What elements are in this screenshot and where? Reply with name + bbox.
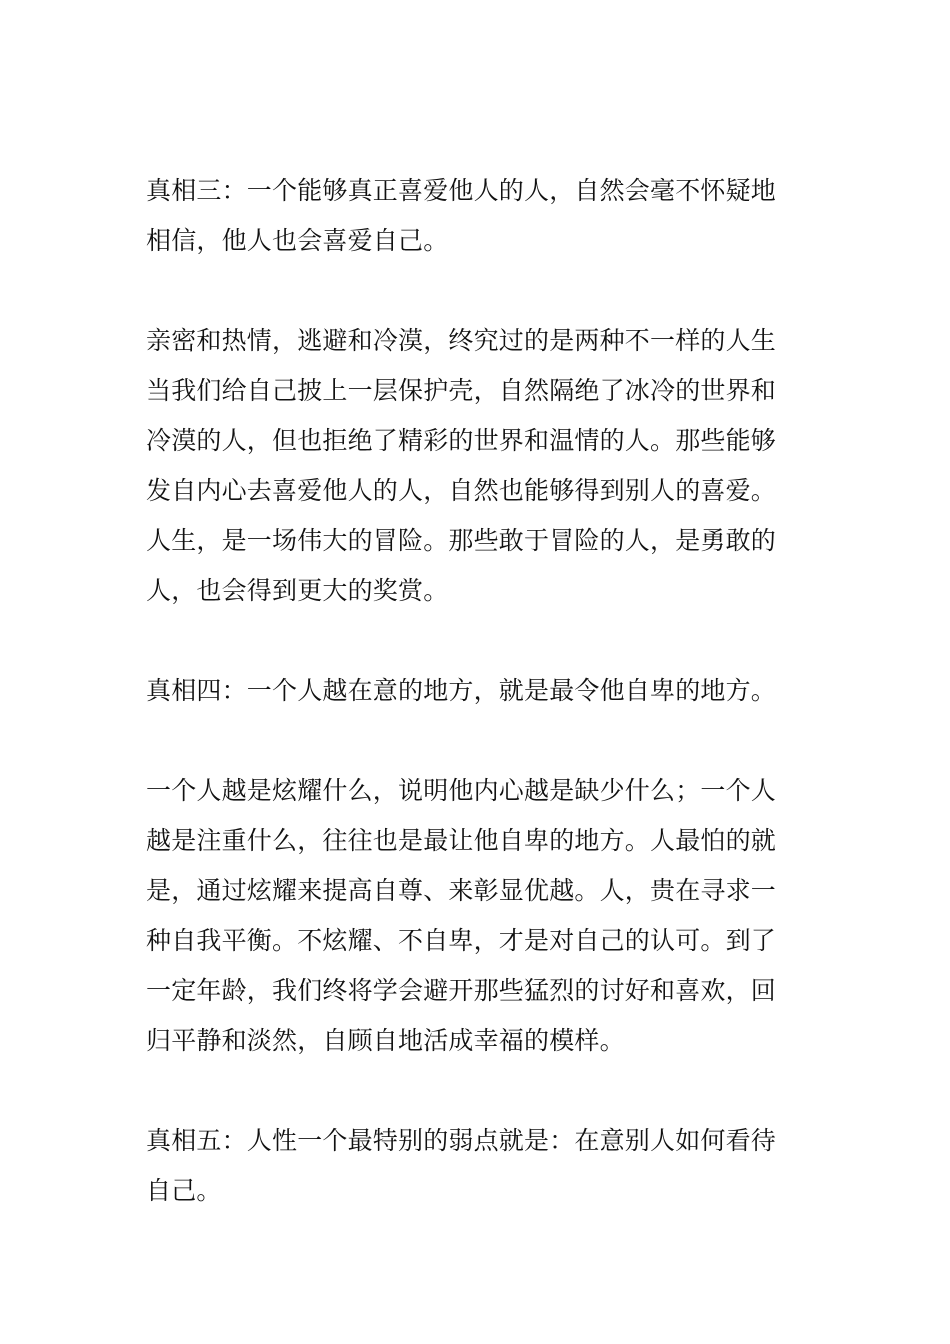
text-line: 自己。	[146, 1176, 222, 1205]
text-line: 真相三：一个能够真正喜爱他人的人，自然会毫不怀疑地	[146, 176, 777, 205]
text-line: 亲密和热情，逃避和冷漠，终究过的是两种不一样的人生	[146, 326, 777, 355]
text-line: 归平静和淡然，自顾自地活成幸福的模样。	[146, 1026, 625, 1055]
text-line: 当我们给自己披上一层保护壳，自然隔绝了冰冷的世界和	[146, 376, 777, 405]
text-line: 一定年龄，我们终将学会避开那些猛烈的讨好和喜欢，回	[146, 976, 777, 1005]
paragraph-truth-five-heading	[146, 1116, 808, 1216]
text-line: 人，也会得到更大的奖赏。	[146, 576, 449, 605]
paragraph-intimacy-body	[146, 316, 808, 616]
paragraph-showing-off-body	[146, 766, 808, 1066]
text-line: 发自内心去喜爱他人的人，自然也能够得到别人的喜爱。	[146, 476, 777, 505]
text-line: 冷漠的人，但也拒绝了精彩的世界和温情的人。那些能够	[146, 426, 777, 455]
text-line: 真相四：一个人越在意的地方，就是最令他自卑的地方。	[146, 676, 777, 705]
text-line: 真相五：人性一个最特别的弱点就是：在意别人如何看待	[146, 1126, 777, 1155]
text-line: 是，通过炫耀来提高自尊、来彰显优越。人，贵在寻求一	[146, 876, 777, 905]
paragraph-truth-three-heading	[146, 166, 808, 266]
text-line: 一个人越是炫耀什么，说明他内心越是缺少什么；一个人	[146, 776, 777, 805]
text-line: 越是注重什么，往往也是最让他自卑的地方。人最怕的就	[146, 826, 777, 855]
text-line: 人生，是一场伟大的冒险。那些敢于冒险的人，是勇敢的	[146, 526, 777, 555]
text-line: 种自我平衡。不炫耀、不自卑，才是对自己的认可。到了	[146, 926, 777, 955]
paragraph-truth-four-heading	[146, 666, 808, 716]
text-line: 相信，他人也会喜爱自己。	[146, 226, 449, 255]
